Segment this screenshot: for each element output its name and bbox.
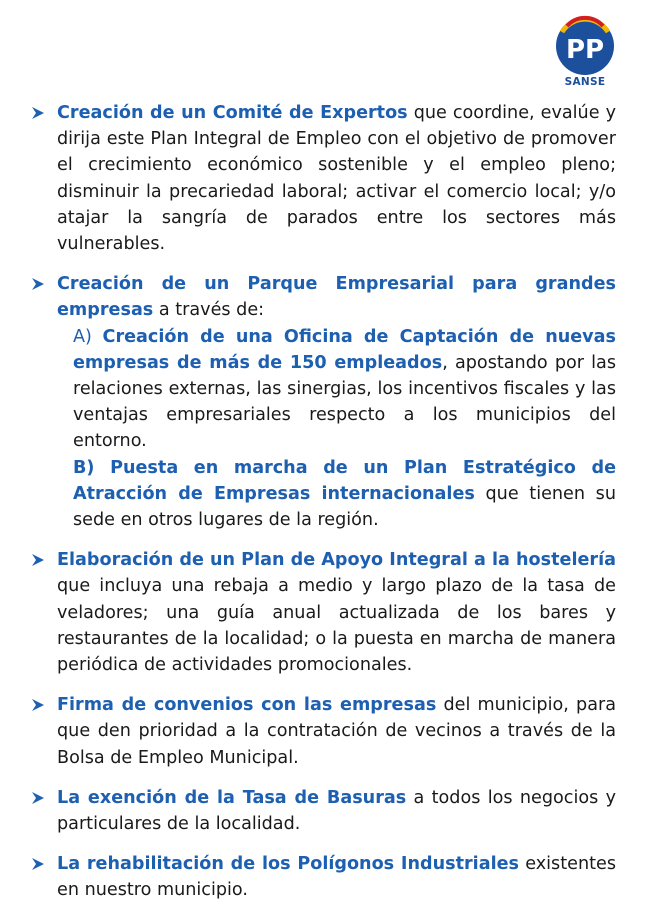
arrowhead-bullet-icon bbox=[30, 791, 46, 805]
arrowhead-bullet-icon bbox=[30, 106, 46, 120]
item-highlight: Creación de un Parque Empresarial para grandes empresas bbox=[57, 274, 616, 321]
sub-item-a bbox=[57, 324, 616, 455]
list-item bbox=[30, 271, 616, 533]
list-item bbox=[30, 547, 616, 678]
sub-item-letter: B) bbox=[73, 457, 111, 478]
proposal-list bbox=[30, 100, 616, 918]
item-highlight: Elaboración de un Plan de Apoyo Integral a la hostelería bbox=[57, 550, 616, 571]
sub-item-highlight: Puesta en marcha de un Plan Estratégico de Atracción de Empresas internacionales bbox=[73, 457, 617, 504]
list-item bbox=[30, 692, 616, 771]
item-text: a todos los negocios y particulares de la localidad. bbox=[57, 787, 616, 835]
sub-item-text: que tienen su sede en otros lugares de la región. bbox=[73, 483, 616, 531]
arrowhead-bullet-icon bbox=[30, 698, 46, 712]
logo-caption: SANSE bbox=[564, 76, 606, 88]
pp-sanse-logo bbox=[549, 12, 621, 90]
arrowhead-bullet-icon bbox=[30, 553, 46, 567]
list-item bbox=[30, 100, 616, 257]
arrowhead-bullet-icon bbox=[30, 277, 46, 291]
item-highlight: Firma de convenios con las empresas bbox=[57, 695, 437, 716]
item-highlight: Creación de un Comité de Expertos bbox=[57, 103, 408, 123]
list-item bbox=[30, 851, 616, 903]
logo-mark: PP bbox=[565, 35, 605, 65]
item-text: que incluya una rebaja a medio y largo plazo de la tasa de veladores; una guía anual actualizada de los bares y restaurantes de la localidad; o la puesta en marcha de manera periódica de actividades promocionales. bbox=[57, 576, 616, 676]
item-highlight: La exención de la Tasa de Basuras bbox=[57, 787, 407, 808]
arrowhead-bullet-icon bbox=[30, 857, 46, 871]
sub-item-letter: A) bbox=[73, 326, 103, 347]
pp-logo-icon bbox=[549, 12, 621, 76]
item-highlight: La rehabilitación de los Polígonos Industriales bbox=[57, 854, 519, 875]
sub-item-highlight: Creación de una Oficina de Captación de nuevas empresas de más de 150 empleados bbox=[73, 326, 616, 373]
item-text: que coordine, evalúe y dirija este Plan Integral de Empleo con el objetivo de promover el crecimiento económico sostenible y el empleo pleno; disminuir la precariedad laboral; activar el comercio local; y/o atajar la sangría de parados entre los sectores más vulnerables. bbox=[57, 103, 616, 255]
list-item bbox=[30, 785, 616, 837]
item-text: a través de: bbox=[153, 300, 265, 321]
sub-item-text: , apostando por las relaciones externas, las sinergias, los incentivos fiscales y las ventajas empresariales respecto a los municipios del entorno. bbox=[73, 352, 617, 452]
item-text: existentes en nuestro municipio. bbox=[57, 854, 616, 901]
sub-item-b bbox=[57, 455, 616, 534]
item-text: del municipio, para que den prioridad a la contratación de vecinos a través de la Bolsa de Empleo Municipal. bbox=[57, 695, 616, 768]
